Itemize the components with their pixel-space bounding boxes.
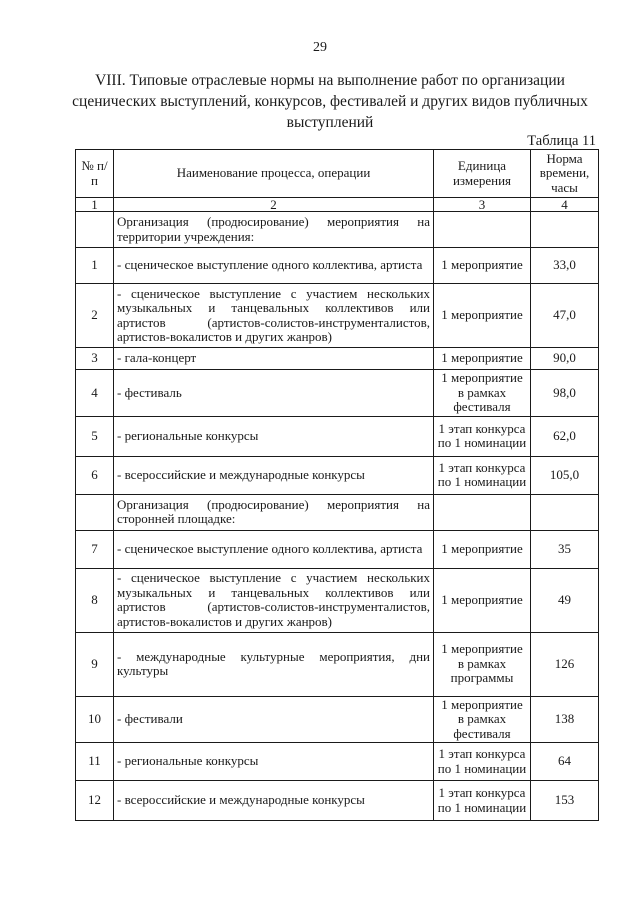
- norms-table: [75, 149, 599, 821]
- table-row: [76, 696, 599, 743]
- time-norm: 47,0: [531, 284, 599, 348]
- time-norm: 49: [531, 568, 599, 632]
- group-norm-cell: [531, 212, 599, 248]
- table-row: [76, 370, 599, 417]
- header-num: № п/п: [76, 150, 114, 198]
- section-title: VIII. Типовые отраслевые нормы на выполнение работ по организации сценических выступлений, конкурсов, фестивалей и других видов публичных выступлений: [72, 72, 588, 131]
- row-number: 3: [76, 348, 114, 370]
- table-row: [76, 416, 599, 456]
- process-name: - региональные конкурсы: [114, 743, 434, 781]
- unit-of-measure: 1 мероприятие: [434, 568, 531, 632]
- time-norm: 98,0: [531, 370, 599, 417]
- time-norm: 90,0: [531, 348, 599, 370]
- group-header-row: [76, 212, 599, 248]
- table-row: [76, 781, 599, 821]
- time-norm: 62,0: [531, 416, 599, 456]
- process-name: - фестивали: [114, 696, 434, 743]
- column-index-row: [76, 198, 599, 212]
- group-header-row: [76, 494, 599, 530]
- unit-of-measure: 1 этап конкурса по 1 номинации: [434, 456, 531, 494]
- time-norm: 35: [531, 530, 599, 568]
- group-norm-cell: [531, 494, 599, 530]
- page-number: 29: [313, 40, 327, 55]
- group-title: Организация (продюсирование) мероприятия на территории учреждения:: [114, 212, 434, 248]
- row-number: 6: [76, 456, 114, 494]
- table-row: [76, 743, 599, 781]
- unit-of-measure: 1 мероприятие: [434, 530, 531, 568]
- unit-of-measure: 1 мероприятие в рамках фестиваля: [434, 696, 531, 743]
- group-num-cell: [76, 212, 114, 248]
- table-row: [76, 348, 599, 370]
- row-number: 10: [76, 696, 114, 743]
- time-norm: 105,0: [531, 456, 599, 494]
- unit-of-measure: 1 этап конкурса по 1 номинации: [434, 743, 531, 781]
- process-name: - фестиваль: [114, 370, 434, 417]
- row-number: 11: [76, 743, 114, 781]
- header-norm: Норма времени, часы: [531, 150, 599, 198]
- header-unit: Единица измерения: [434, 150, 531, 198]
- process-name: - сценическое выступление одного коллектива, артиста: [114, 248, 434, 284]
- table-row: [76, 632, 599, 696]
- unit-of-measure: 1 мероприятие: [434, 248, 531, 284]
- process-name: - всероссийские и международные конкурсы: [114, 456, 434, 494]
- unit-of-measure: 1 мероприятие: [434, 348, 531, 370]
- unit-of-measure: 1 мероприятие в рамках фестиваля: [434, 370, 531, 417]
- table-row: [76, 248, 599, 284]
- table-row: [76, 568, 599, 632]
- process-name: - сценическое выступление одного коллектива, артиста: [114, 530, 434, 568]
- row-number: 4: [76, 370, 114, 417]
- row-number: 9: [76, 632, 114, 696]
- process-name: - сценическое выступление с участием нескольких музыкальных и танцевальных коллективов или артистов (артистов-солистов-инструменталистов, артистов-вокалистов и других жанров): [114, 284, 434, 348]
- process-name: - региональные конкурсы: [114, 416, 434, 456]
- row-number: 5: [76, 416, 114, 456]
- table-label: Таблица 11: [527, 133, 596, 149]
- group-num-cell: [76, 494, 114, 530]
- time-norm: 153: [531, 781, 599, 821]
- header-process: Наименование процесса, операции: [114, 150, 434, 198]
- time-norm: 138: [531, 696, 599, 743]
- table-header-row: [76, 150, 599, 198]
- group-unit-cell: [434, 212, 531, 248]
- row-number: 2: [76, 284, 114, 348]
- index-cell: 4: [531, 198, 599, 212]
- row-number: 1: [76, 248, 114, 284]
- unit-of-measure: 1 мероприятие: [434, 284, 531, 348]
- time-norm: 33,0: [531, 248, 599, 284]
- index-cell: 1: [76, 198, 114, 212]
- table-row: [76, 456, 599, 494]
- table-row: [76, 530, 599, 568]
- group-unit-cell: [434, 494, 531, 530]
- row-number: 12: [76, 781, 114, 821]
- row-number: 8: [76, 568, 114, 632]
- process-name: - всероссийские и международные конкурсы: [114, 781, 434, 821]
- index-cell: 2: [114, 198, 434, 212]
- row-number: 7: [76, 530, 114, 568]
- process-name: - сценическое выступление с участием нескольких музыкальных и танцевальных коллективов или артистов (артистов-солистов-инструменталистов, артистов-вокалистов и других жанров): [114, 568, 434, 632]
- unit-of-measure: 1 этап конкурса по 1 номинации: [434, 781, 531, 821]
- time-norm: 126: [531, 632, 599, 696]
- index-cell: 3: [434, 198, 531, 212]
- process-name: - гала-концерт: [114, 348, 434, 370]
- process-name: - международные культурные мероприятия, дни культуры: [114, 632, 434, 696]
- unit-of-measure: 1 мероприятие в рамках программы: [434, 632, 531, 696]
- table-row: [76, 284, 599, 348]
- norms-table-body: [76, 150, 599, 821]
- time-norm: 64: [531, 743, 599, 781]
- unit-of-measure: 1 этап конкурса по 1 номинации: [434, 416, 531, 456]
- group-title: Организация (продюсирование) мероприятия на сторонней площадке:: [114, 494, 434, 530]
